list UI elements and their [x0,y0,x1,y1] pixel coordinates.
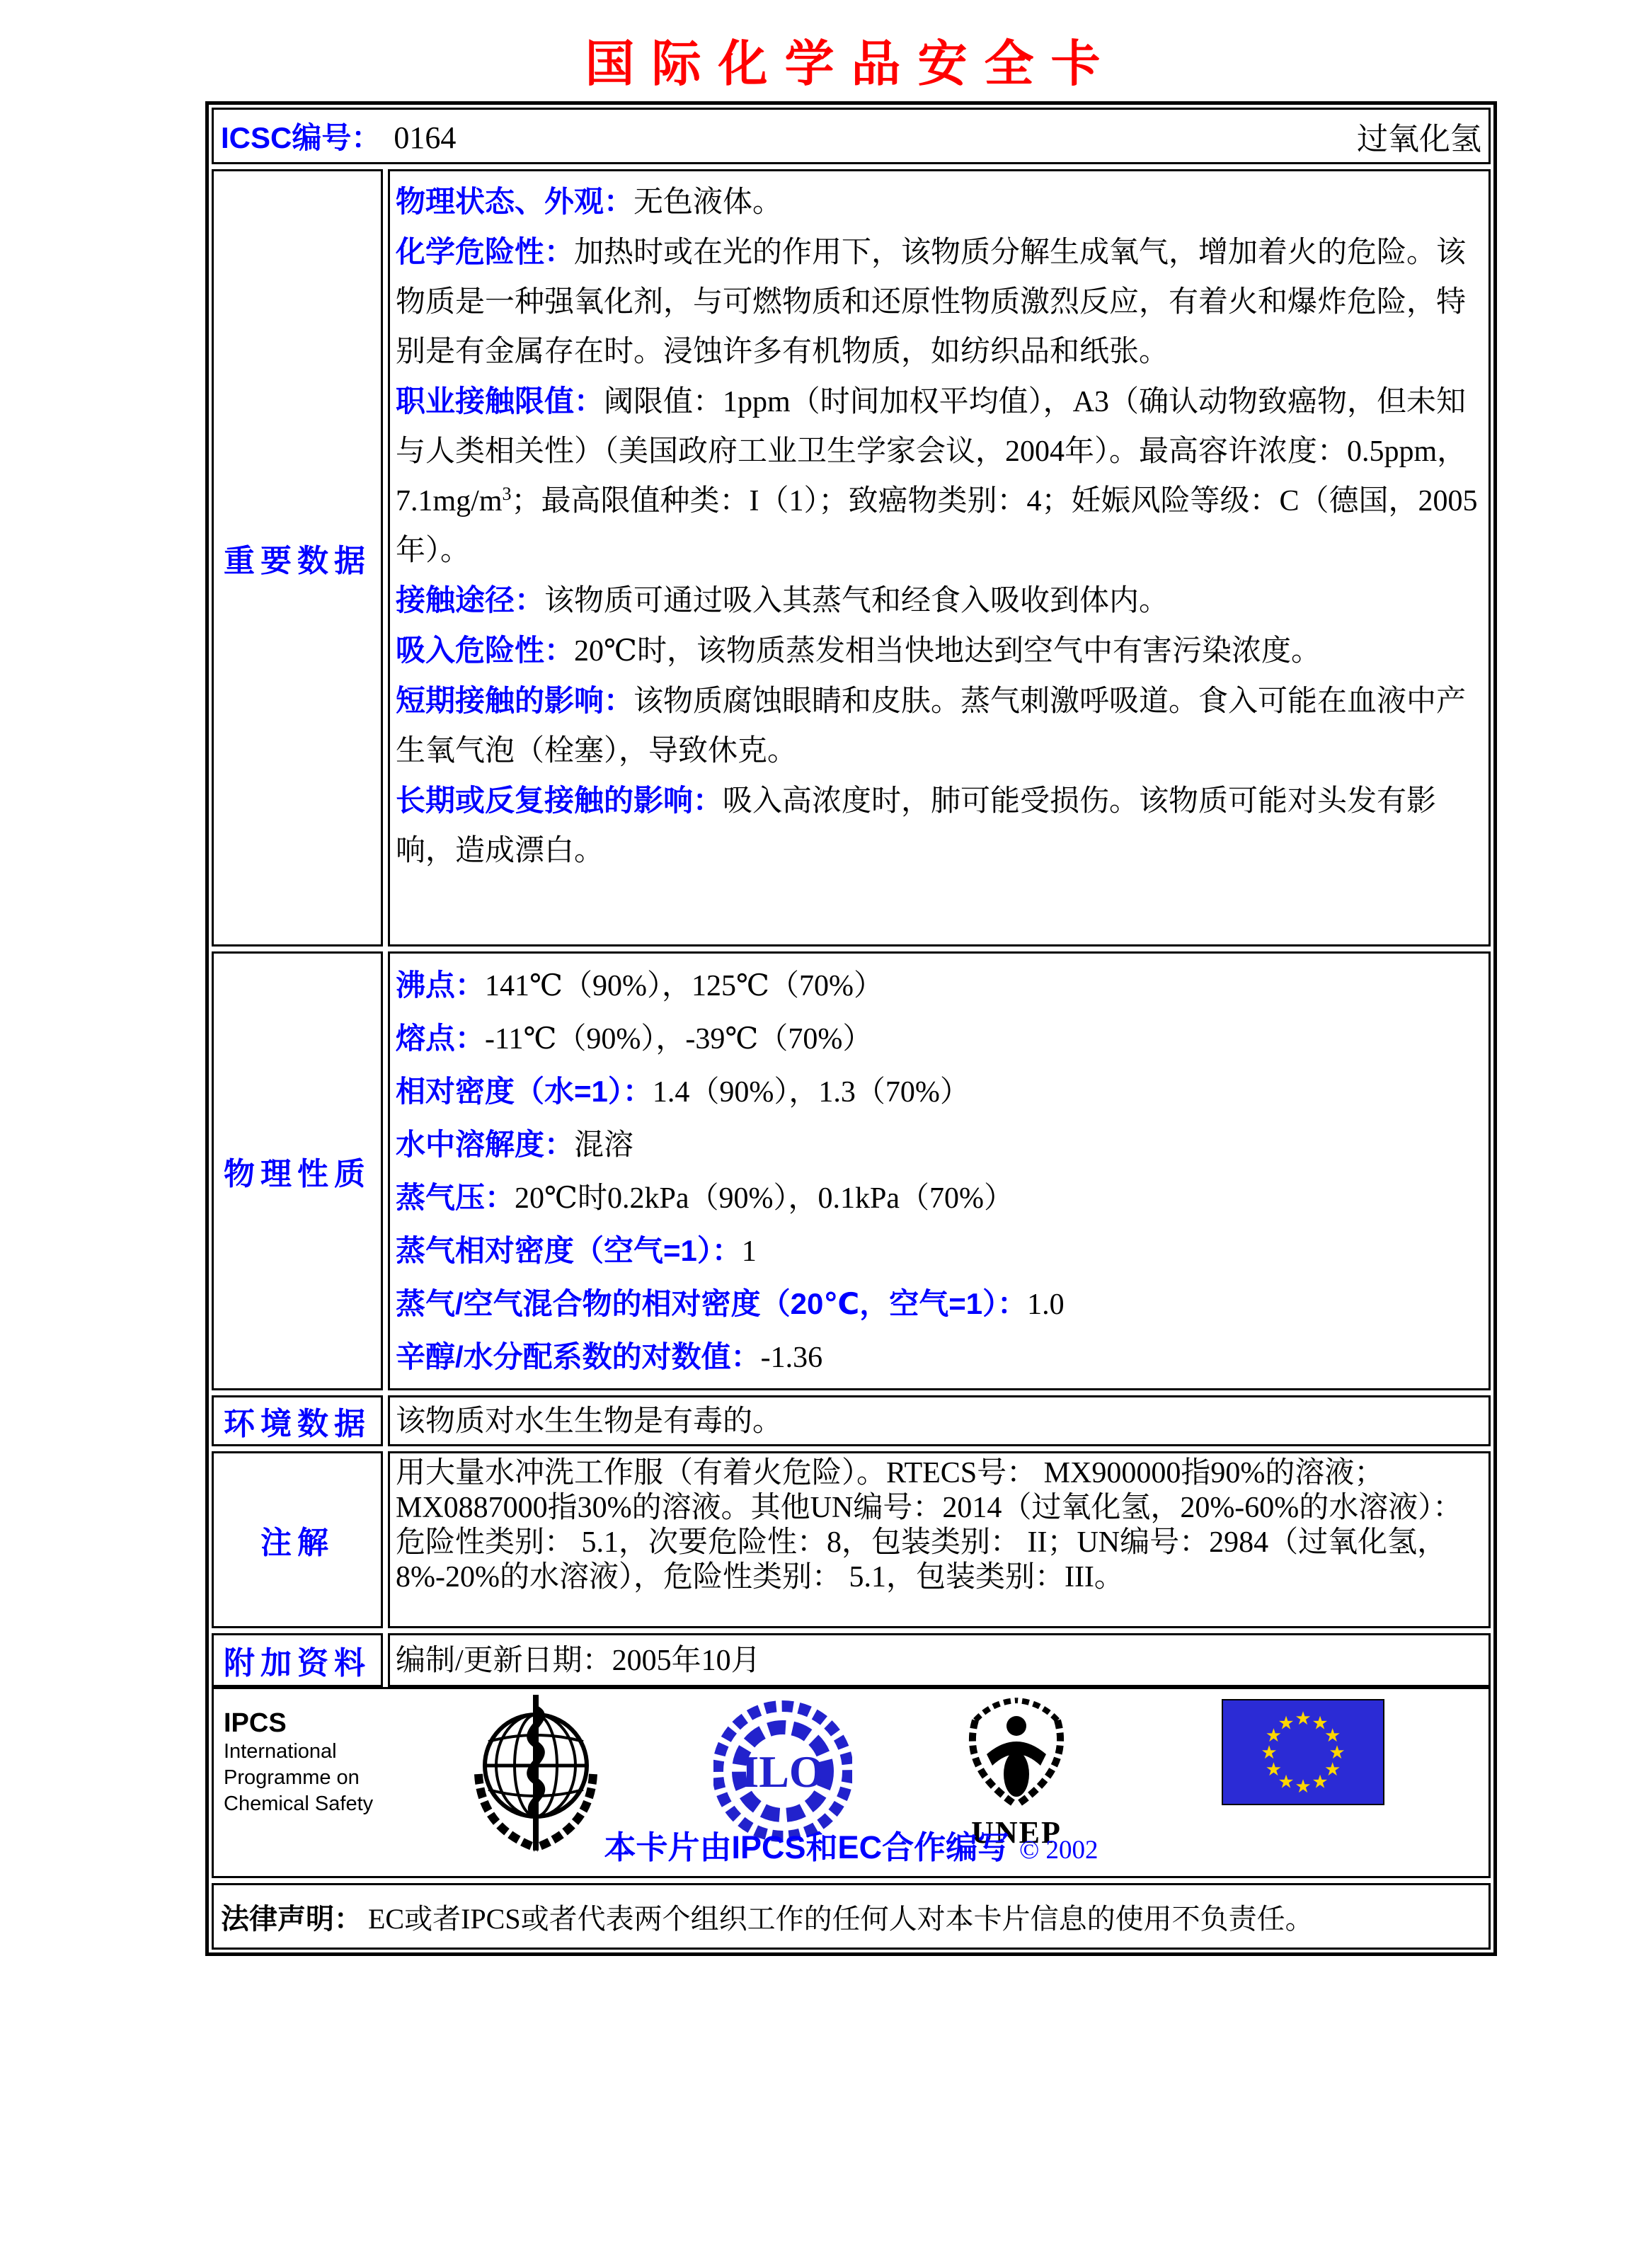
section-content [388,951,1491,1390]
eu-star-icon: ★ [1324,1725,1341,1746]
section-label-cell [212,1633,383,1687]
text-line [396,1172,1481,1225]
eu-star-icon: ★ [1295,1776,1312,1797]
field-label: 接触途径： [396,583,545,617]
chemical-name: 过氧化氢 [1357,122,1481,156]
eu-star-icon: ★ [1324,1759,1341,1780]
section-label: 附加资料 [224,1646,371,1681]
field-text: 1.4（90%），1.3（70%） [652,1076,970,1109]
field-text: 阈限值：1ppm（时间加权平均值），A3（确认动物致癌物，但未知与人类相关性）（美国政府工业卫生学家会议，2004年）。最高容许浓度：0.5ppm，7.1mg/m [396,386,1467,517]
text-line [396,576,1481,626]
section-label-cell [212,951,383,1390]
text-line [396,227,1481,377]
section-label: 环境数据 [224,1407,371,1441]
eu-star-icon: ★ [1278,1771,1295,1792]
icsc-number-label: ICSC编号： [221,121,382,154]
svg-text:ILO: ILO [741,1746,825,1797]
field-label: 熔点： [396,1022,486,1055]
ipcs-heading: IPCS [224,1708,287,1738]
field-label: 辛醇/水分配系数的对数值： [396,1340,761,1373]
eu-flag-icon [1222,1699,1384,1809]
field-text: 该物质可通过吸入其蒸气和经食入吸收到体内。 [544,585,1169,617]
unep-wordmark: UNEP [971,1815,1062,1850]
eu-star-icon: ★ [1278,1712,1295,1734]
text-line [396,959,1481,1012]
section-content [388,1633,1491,1687]
text-line [396,1403,1481,1440]
eu-star-icon: ★ [1265,1759,1283,1780]
text-line [396,626,1481,676]
eu-star-icon: ★ [1295,1708,1312,1729]
section-label-cell [212,169,383,947]
eu-star-icon: ★ [1329,1742,1346,1763]
ipcs-subtitle-line: International [224,1740,337,1763]
field-label: 职业接触限值： [396,384,604,418]
section-content [388,1451,1491,1628]
field-text: ；最高限值种类：I（1）；致癌物类别：4；妊娠风险等级：C（德国，2005年）。 [396,485,1478,567]
field-text: 加热时或在光的作用下，该物质分解生成氧气，增加着火的危险。该物质是一种强氧化剂，与可燃物质和还原性物质激烈反应，有着火和爆炸危险，特别是有金属存在时。浸蚀许多有机物质，如纺织品和纸张。 [396,236,1467,368]
legal-label: 法律声明： [221,1903,362,1935]
section-row-extra [212,1633,1491,1687]
credit-text: 本卡片由IPCS和EC合作编写 [604,1829,1010,1865]
field-text: 吸入高浓度时，肺可能受损伤。该物质可能对头发有影响，造成漂白。 [396,785,1437,867]
eu-star-icon: ★ [1265,1725,1283,1746]
field-label: 吸入危险性： [396,634,575,667]
field-label: 长期或反复接触的影响： [396,784,723,817]
section-label-cell [212,1395,383,1446]
section-label-cell [212,1451,383,1628]
text-line [396,1331,1481,1384]
header-row [212,108,1491,164]
text-line [396,776,1481,876]
field-text: 1 [741,1235,757,1268]
section-label: 注解 [260,1526,334,1560]
field-label: 相对密度（水=1）： [396,1075,653,1108]
section-content [388,169,1491,947]
text-line [396,1641,1481,1681]
field-text: 20℃时，该物质蒸发相当快地达到空气中有害污染浓度。 [574,635,1321,668]
field-text: 1.0 [1027,1288,1065,1321]
ipcs-subtitle-line: Programme on [224,1766,360,1789]
field-text: -11℃（90%），-39℃（70%） [485,1023,873,1056]
field-label: 物理状态、外观： [396,185,634,218]
field-label: 短期接触的影响： [396,684,634,717]
ipcs-subtitle-line: Chemical Safety [224,1792,374,1815]
eu-star-icon: ★ [1312,1712,1329,1734]
ipcs-text-block [224,1708,373,1817]
icsc-number-value: 0164 [394,120,457,155]
eu-star-icon: ★ [1261,1742,1278,1763]
copyright-text: © 2002 [1019,1836,1099,1865]
legal-row [212,1883,1491,1950]
text-line [396,1278,1481,1331]
eu-star-icon: ★ [1312,1771,1329,1792]
text-line [396,676,1481,776]
text-line [396,177,1481,227]
text-line [396,1012,1481,1065]
field-text: 20℃时0.2kPa（90%），0.1kPa（70%） [515,1182,1014,1215]
field-label: 蒸气/空气混合物的相对密度（20℃，空气=1）： [396,1287,1028,1320]
section-row-important [212,169,1491,947]
section-label: 物理性质 [224,1157,371,1191]
credit-line [214,1822,1488,1868]
field-label: 沸点： [396,968,486,1002]
field-text: 混溶 [574,1129,634,1162]
field-text: 该物质腐蚀眼睛和皮肤。蒸气刺激呼吸道。食入可能在血液中产生氧气泡（栓塞），导致休克。 [396,685,1467,767]
text-line [396,1065,1481,1119]
text-line [396,1119,1481,1172]
text-line [396,377,1481,576]
field-text: 无色液体。 [633,186,783,219]
section-label: 重要数据 [224,544,371,578]
field-label: 蒸气相对密度（空气=1）： [396,1234,742,1267]
section-row-environment [212,1395,1491,1446]
text-line [396,1225,1481,1278]
section-row-physical [212,951,1491,1390]
field-text: 141℃（90%），125℃（70%） [485,970,883,1002]
logos-row [212,1687,1491,1878]
icsc-card [205,101,1497,1956]
legal-text: EC或者IPCS或者代表两个组织工作的任何人对本卡片信息的使用不负责任。 [368,1902,1314,1935]
field-text: 编制/更新日期：2005年10月 [396,1645,761,1677]
section-content [388,1395,1491,1446]
field-text: -1.36 [760,1342,823,1374]
section-row-notes [212,1451,1491,1628]
text-line [396,1456,1481,1595]
icsc-number-group [221,115,456,157]
field-label: 水中溶解度： [396,1128,575,1161]
field-text: 3 [502,484,512,504]
field-text: 该物质对水生生物是有毒的。 [396,1405,783,1438]
field-label: 蒸气压： [396,1181,515,1214]
field-text: 用大量水冲洗工作服（有着火危险）。RTECS号： MX900000指90%的溶液；MX0887000指30%的溶液。其他UN编号：2014（过氧化氢，20%-60%的水溶液）：危险性类别： 5.1，次要危险性：8，包装类别： II；UN编号：2984（过氧化氢，8%-20%的水溶液），危险性类别： 5.1，包装类别：III。 [396,1457,1463,1594]
page-title: 国际化学品安全卡 [585,36,1118,91]
field-label: 化学危险性： [396,235,575,268]
